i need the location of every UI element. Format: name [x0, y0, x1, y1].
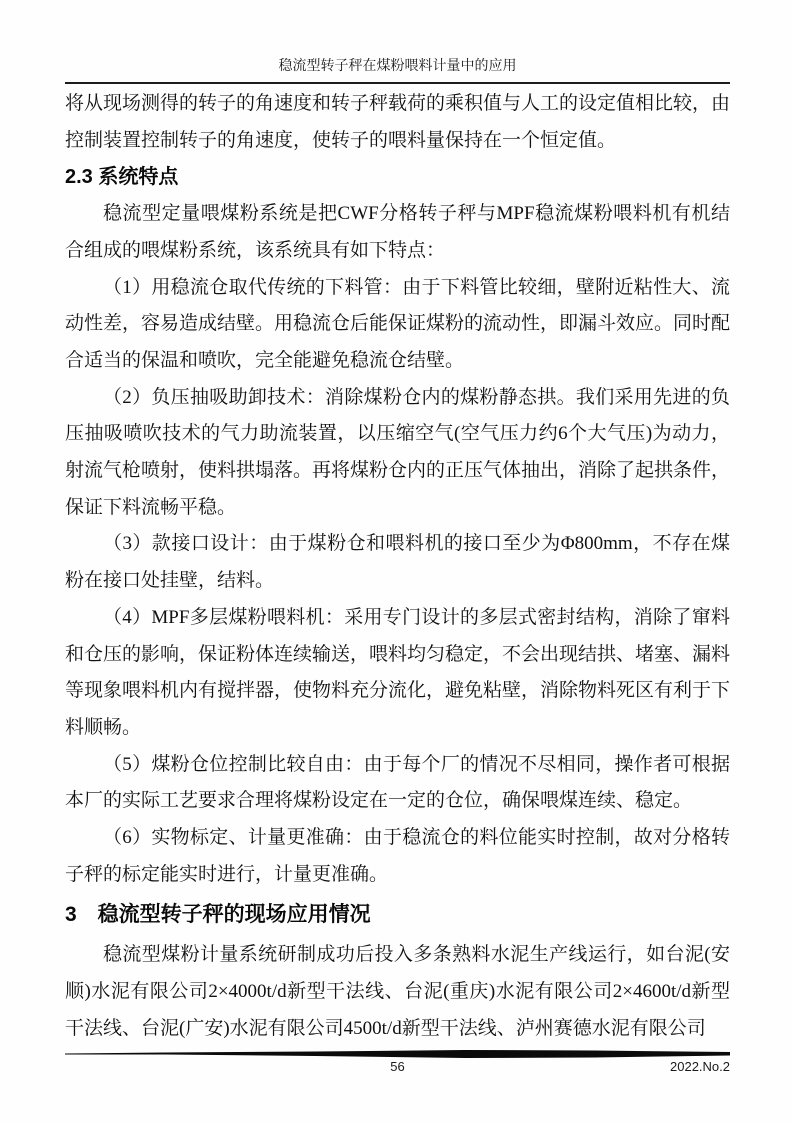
paragraph-application: 稳流型煤粉计量系统研制成功后投入多条熟料水泥生产线运行，如台泥(安顺)水泥有限公司2×4000t/d新型干法线、台泥(重庆)水泥有限公司2×4600t/d新型干法线、台泥(广安)水泥有限公司4500t/d新型干法线、泸州赛德水泥有限公司 [65, 944, 730, 1039]
feature-item-6: （6）实物标定、计量更准确：由于稳流仓的料位能实时控制，故对分格转子秤的标定能实时进行，计量更准确。 [65, 827, 730, 885]
feature-item-3: （3）款接口设计：由于煤粉仓和喂料机的接口至少为Φ800mm，不存在煤粉在接口处挂壁，结料。 [65, 533, 730, 592]
feature-item-4: （4）MPF多层煤粉喂料机：采用专门设计的多层式密封结构，消除了窜料和仓压的影响，保证粉体连续输送，喂料均匀稳定，不会出现结拱、堵塞、漏料等现象喂料机内有搅拌器，使物料充分流化，避免粘壁，消除物料死区有利于下料顺畅。 [65, 606, 731, 738]
page-number: 56 [390, 1059, 405, 1074]
paragraph-intro: 将从现场测得的转子的角速度和转子秤载荷的乘积值与人工的设定值相比较，由控制装置控制转子的角速度，使转子的喂料量保持在一个恒定值。 [65, 93, 731, 151]
section-heading-2-3: 2.3 系统特点 [65, 166, 179, 189]
feature-item-1: （1）用稳流仓取代传统的下料管：由于下料管比较细，壁附近粘性大、流动性差，容易造成结壁。用稳流仓后能保证煤粉的流动性，即漏斗效应。同时配合适当的保温和喷吹，完全能避免稳流仓结壁。 [65, 276, 731, 371]
body-text [65, 86, 730, 1048]
header-rule [65, 82, 730, 84]
feature-item-2: （2）负压抽吸助卸技术：消除煤粉仓内的煤粉静态拱。我们采用先进的负压抽吸喷吹技术的气力助流装置，以压缩空气(空气压力约6个大气压)为动力，射流气枪喷射，使料拱塌落。再将煤粉仓内的正压气体抽出，消除了起拱条件，保证下料流畅平稳。 [65, 386, 731, 518]
page-content [65, 0, 730, 1048]
feature-item-5: （5）煤粉仓位控制比较自由：由于每个厂的情况不尽相同，操作者可根据本厂的实际工艺要求合理将煤粉设定在一定的仓位，确保喂煤连续、稳定。 [65, 753, 730, 812]
section-heading-3: 3 稳流型转子秤的现场应用情况 [65, 903, 371, 927]
paragraph-system-overview: 稳流型定量喂煤粉系统是把CWF分格转子秤与MPF稳流煤粉喂料机有机结合组成的喂煤粉系统，该系统具有如下特点： [65, 203, 730, 261]
issue-label: 2022.No.2 [670, 1059, 730, 1074]
running-head-title: 稳流型转子秤在煤粉喂料计量中的应用 [278, 59, 517, 74]
